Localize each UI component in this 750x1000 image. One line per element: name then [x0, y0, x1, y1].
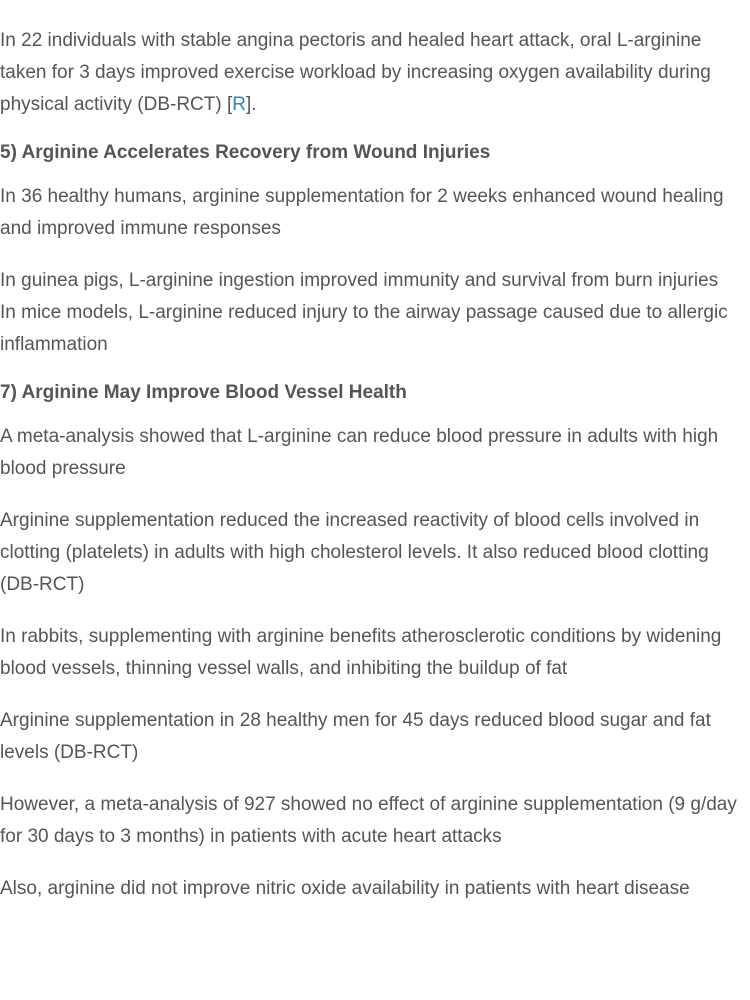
paragraph-angina-study	[0, 25, 750, 121]
paragraph-guinea-pigs-burn: In guinea pigs, L-arginine ingestion improved immunity and survival from burn injuries	[0, 270, 719, 291]
paragraph-nitric-oxide: Also, arginine did not improve nitric oxide availability in patients with heart disease	[0, 878, 690, 899]
paragraph-healthy-humans-wound: In 36 healthy humans, arginine supplementation for 2 weeks enhanced wound healing and improved immune responses	[0, 186, 724, 239]
paragraph-meta-analysis-heart-attack: However, a meta-analysis of 927 showed no effect of arginine supplementation (9 g/day for 30 days to 3 months) in patients with acute heart attacks	[0, 794, 737, 847]
paragraph-healthy-men: Arginine supplementation in 28 healthy men for 45 days reduced blood sugar and fat levels (DB-RCT)	[0, 710, 711, 763]
paragraph-text-end: ].	[245, 94, 257, 115]
reference-link[interactable]: R	[232, 94, 246, 115]
paragraph-text: In 22 individuals with stable angina pectoris and healed heart attack, oral L-arginine taken for 3 days improved exercise workload by increasing oxygen availability during physical activity (DB-RCT) [	[0, 30, 711, 115]
paragraph-platelets: Arginine supplementation reduced the increased reactivity of blood cells involved in clotting (platelets) in adults with high cholesterol levels. It also reduced blood clotting (DB-RCT)	[0, 510, 709, 595]
paragraph-rabbits: In rabbits, supplementing with arginine benefits atherosclerotic conditions by widening blood vessels, thinning vessel walls, and inhibiting the buildup of fat	[0, 626, 722, 679]
paragraph-meta-analysis-bp: A meta-analysis showed that L-arginine can reduce blood pressure in adults with high blood pressure	[0, 426, 719, 479]
paragraph-mice-airway: In mice models, L-arginine reduced injury to the airway passage caused due to allergic inflammation	[0, 302, 728, 355]
section-heading-blood-vessel: 7) Arginine May Improve Blood Vessel Health	[0, 382, 407, 403]
section-heading-wound-recovery: 5) Arginine Accelerates Recovery from Wound Injuries	[0, 142, 491, 163]
